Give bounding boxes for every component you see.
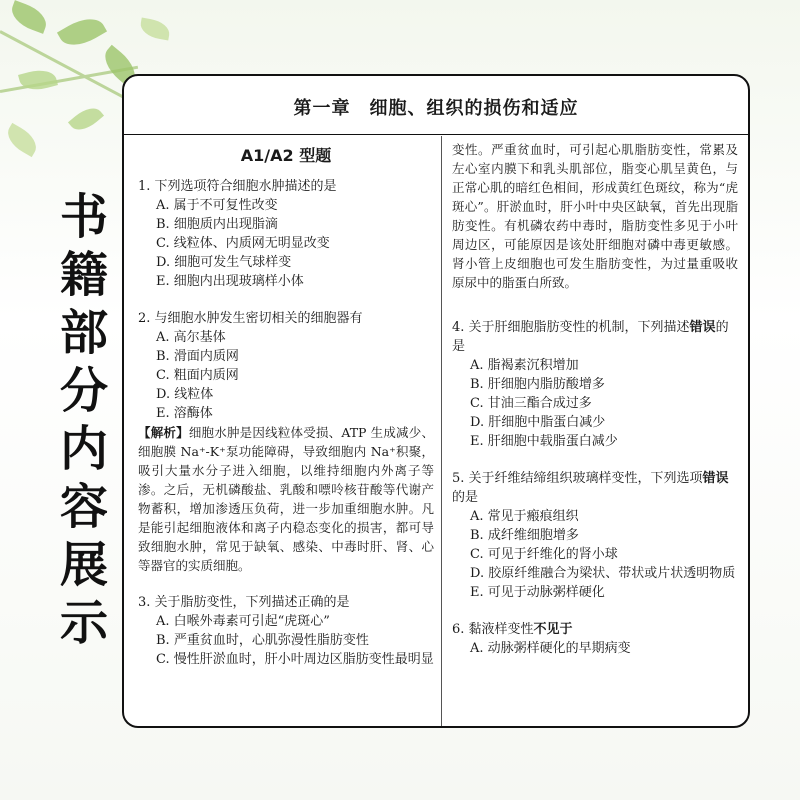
option: B. 成纤维细胞增多 bbox=[470, 528, 579, 543]
column-divider bbox=[441, 136, 442, 726]
option: D. 胶原纤维融合为梁状、带状或片状透明物质 bbox=[470, 566, 736, 581]
question-6 bbox=[452, 620, 738, 658]
option: A. 脂褐素沉积增加 bbox=[470, 358, 579, 373]
option: E. 可见于动脉粥样硬化 bbox=[470, 585, 605, 600]
emphasis-wrong: 错误 bbox=[689, 320, 716, 335]
option: A. 常见于瘢痕组织 bbox=[470, 509, 579, 524]
book-page-frame bbox=[122, 74, 750, 728]
option: E. 溶酶体 bbox=[156, 406, 213, 421]
question-stem: 3. 关于脂肪变性，下列描述正确的是 bbox=[138, 595, 350, 610]
emphasis-not: 不见于 bbox=[533, 622, 573, 637]
question-2 bbox=[138, 309, 434, 575]
option: D. 肝细胞中脂蛋白减少 bbox=[470, 415, 606, 430]
chapter-title: 第一章 细胞、组织的损伤和适应 bbox=[293, 98, 579, 119]
question-stem: 2. 与细胞水肿发生密切相关的细胞器有 bbox=[138, 311, 363, 326]
question-stem: 6. 黏液样变性不见于 bbox=[452, 622, 573, 637]
question-5 bbox=[452, 469, 738, 602]
emphasis-wrong: 错误 bbox=[702, 471, 729, 486]
option: A. 白喉外毒素可引起“虎斑心” bbox=[156, 614, 330, 629]
question-4 bbox=[452, 318, 738, 451]
option: E. 细胞内出现玻璃样小体 bbox=[156, 274, 304, 289]
section-title: A1/A2 型题 bbox=[240, 146, 332, 165]
continued-explanation: 变性。严重贫血时，可引起心肌脂肪变性，常累及左心室内膜下和乳头肌部位，脂变心肌呈黄色，与正常心肌的暗红色相间，形成黄红色斑纹，称为“虎斑心”。肝淤血时，肝小叶中央区缺氧，首先出现脂肪变性。有机磷农药中毒时，脂肪变性多见于小叶周边区，可能原因是该处肝细胞对磷中毒更敏感。肾小管上皮细胞也可发生脂肪变性，为过量重吸收原尿中的脂蛋白所致。 bbox=[452, 142, 738, 290]
right-column bbox=[452, 136, 738, 658]
question-3 bbox=[138, 593, 434, 669]
explanation-text: 细胞水肿是因线粒体受损、ATP 生成减少、细胞膜 Na⁺-K⁺泵功能障碍，导致细胞内 Na⁺积聚，吸引大量水分子进入细胞，以维持细胞内外离子等渗。之后，无机磷酸盐、乳酸和嘌呤核苷酸等代谢产物蓄积，增加渗透压负荷，进一步加重细胞水肿。凡是能引起细胞液体和离子内稳态变化的损害，都可导致细胞水肿，常见于缺氧、感染、中毒时肝、肾、心等器官的实质细胞。 bbox=[138, 425, 434, 573]
option: C. 可见于纤维化的肾小球 bbox=[470, 547, 618, 562]
option: B. 严重贫血时，心肌弥漫性脂肪变性 bbox=[156, 633, 369, 648]
option: D. 线粒体 bbox=[156, 387, 214, 402]
question-1 bbox=[138, 177, 434, 291]
explanation-label: 【解析】 bbox=[138, 425, 189, 440]
option: A. 动脉粥样硬化的早期病变 bbox=[470, 641, 631, 656]
option: B. 肝细胞内脂肪酸增多 bbox=[470, 377, 605, 392]
question-stem: 5. 关于纤维结缔组织玻璃样变性，下列选项错误的是 bbox=[452, 471, 729, 505]
chapter-divider bbox=[124, 134, 748, 135]
option: C. 慢性肝淤血时，肝小叶周边区脂肪变性最明显 bbox=[156, 652, 434, 667]
option: A. 高尔基体 bbox=[156, 330, 226, 345]
left-column bbox=[138, 146, 434, 669]
option: C. 线粒体、内质网无明显改变 bbox=[156, 236, 330, 251]
side-title: 书 籍 部 分 内 容 展 示 bbox=[59, 189, 108, 651]
explanation bbox=[138, 423, 434, 575]
option: C. 甘油三酯合成过多 bbox=[470, 396, 592, 411]
option: D. 细胞可发生气球样变 bbox=[156, 255, 292, 270]
question-stem: 4. 关于肝细胞脂肪变性的机制，下列描述错误的是 bbox=[452, 320, 729, 354]
option: B. 滑面内质网 bbox=[156, 349, 239, 364]
option: C. 粗面内质网 bbox=[156, 368, 239, 383]
option: B. 细胞质内出现脂滴 bbox=[156, 217, 278, 232]
option: A. 属于不可复性改变 bbox=[156, 198, 278, 213]
option: E. 肝细胞中载脂蛋白减少 bbox=[470, 434, 618, 449]
question-stem: 1. 下列选项符合细胞水肿描述的是 bbox=[138, 179, 337, 194]
